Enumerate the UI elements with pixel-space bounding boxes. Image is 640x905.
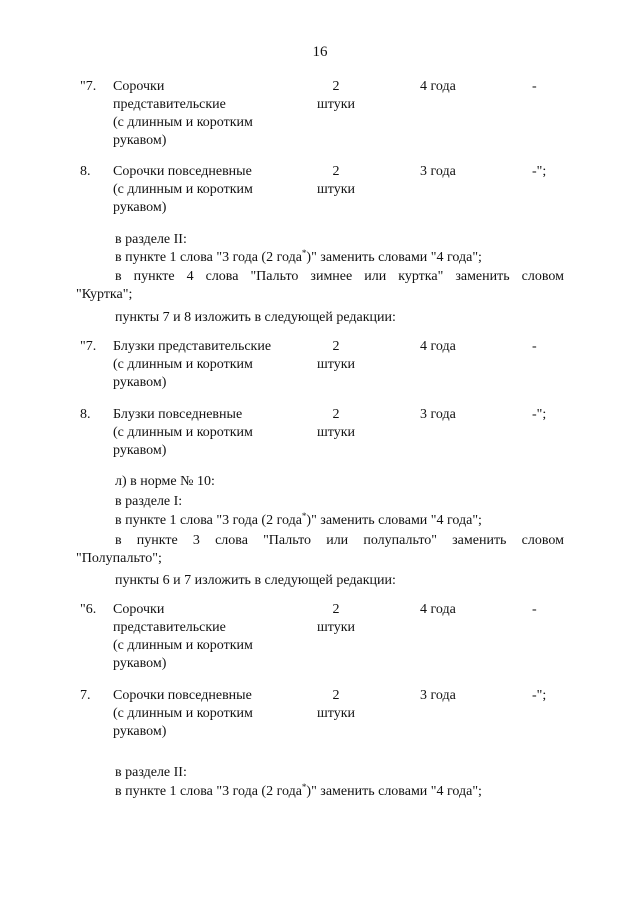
item-quantity-number: 2 bbox=[332, 688, 340, 703]
section-heading: в разделе II: bbox=[115, 232, 187, 247]
item-name-line: (с длинным и коротким bbox=[113, 357, 253, 372]
amendment-paragraph bbox=[76, 268, 564, 304]
item-last-column: - bbox=[532, 602, 537, 617]
item-name-line: Сорочки bbox=[113, 79, 165, 94]
item-name-line: (с длинным и коротким bbox=[113, 638, 253, 653]
item-name-line: Сорочки повседневные bbox=[113, 688, 252, 703]
item-term: 3 года bbox=[420, 688, 456, 703]
item-name-line: (с длинным и коротким bbox=[113, 425, 253, 440]
amendment-text: в пункте 1 слова "3 года (2 года*)" заменить словами "4 года"; bbox=[115, 248, 482, 265]
amendment-text: в пункте 1 слова "3 года (2 года*)" заменить словами "4 года"; bbox=[115, 511, 482, 528]
item-number: 8. bbox=[80, 164, 91, 179]
justified-line: в пункте 3 слова "Пальто или полупальто" заменить словом bbox=[115, 533, 564, 548]
item-quantity-number: 2 bbox=[332, 79, 340, 94]
item-quantity-number: 2 bbox=[332, 339, 340, 354]
item-name-line: Сорочки повседневные bbox=[113, 164, 252, 179]
justified-line: в пункте 4 слова "Пальто зимнее или куртка" заменить словом bbox=[115, 269, 564, 284]
item-name-line: рукавом) bbox=[113, 443, 167, 458]
item-quantity bbox=[314, 687, 358, 723]
item-quantity-number: 2 bbox=[332, 164, 340, 179]
item-quantity bbox=[314, 163, 358, 199]
item-quantity bbox=[314, 338, 358, 374]
item-name bbox=[113, 163, 253, 217]
item-last-column: -"; bbox=[532, 407, 547, 422]
item-quantity-unit: штуки bbox=[316, 706, 355, 721]
item-name-line: рукавом) bbox=[113, 133, 167, 148]
item-last-column: -"; bbox=[532, 164, 547, 179]
item-name-line: Блузки повседневные bbox=[113, 407, 243, 422]
item-last-column: -"; bbox=[532, 688, 547, 703]
amendment-paragraph bbox=[76, 532, 564, 568]
item-quantity bbox=[314, 78, 358, 114]
item-term: 3 года bbox=[420, 407, 456, 422]
item-number: 7. bbox=[80, 688, 91, 703]
paragraph-continuation: "Куртка"; bbox=[76, 287, 133, 302]
item-term: 4 года bbox=[420, 602, 456, 617]
item-term: 4 года bbox=[420, 339, 456, 354]
item-quantity-unit: штуки bbox=[316, 97, 355, 112]
item-name-line: рукавом) bbox=[113, 375, 167, 390]
amendment-text: в пункте 1 слова "3 года (2 года*)" заменить словами "4 года"; bbox=[115, 782, 482, 799]
item-quantity-number: 2 bbox=[332, 407, 340, 422]
item-last-column: - bbox=[532, 79, 537, 94]
item-term: 3 года bbox=[420, 164, 456, 179]
instruction-text: пункты 7 и 8 изложить в следующей редакции: bbox=[115, 310, 396, 325]
section-heading: в разделе II: bbox=[115, 765, 187, 780]
item-name bbox=[113, 687, 253, 741]
page-number: 16 bbox=[312, 44, 328, 60]
item-name bbox=[113, 338, 271, 392]
item-quantity bbox=[314, 601, 358, 637]
item-name-line: рукавом) bbox=[113, 656, 167, 671]
item-name-line: представительские bbox=[113, 620, 226, 635]
item-name-line: Сорочки bbox=[113, 602, 165, 617]
item-name bbox=[113, 406, 253, 460]
paragraph-continuation: "Полупальто"; bbox=[76, 551, 162, 566]
item-number: "7. bbox=[80, 339, 97, 354]
item-name bbox=[113, 78, 253, 150]
item-name-line: Блузки представительские bbox=[113, 339, 272, 354]
item-name-line: (с длинным и коротким bbox=[113, 182, 253, 197]
instruction-text: пункты 6 и 7 изложить в следующей редакции: bbox=[115, 573, 396, 588]
item-name-line: (с длинным и коротким bbox=[113, 706, 253, 721]
item-number: "7. bbox=[80, 79, 97, 94]
item-name-line: рукавом) bbox=[113, 724, 167, 739]
item-quantity-unit: штуки bbox=[316, 620, 355, 635]
item-quantity-number: 2 bbox=[332, 602, 340, 617]
item-quantity-unit: штуки bbox=[316, 425, 355, 440]
item-quantity-unit: штуки bbox=[316, 357, 355, 372]
item-quantity bbox=[314, 406, 358, 442]
item-number: "6. bbox=[80, 602, 97, 617]
item-term: 4 года bbox=[420, 79, 456, 94]
section-heading: в разделе I: bbox=[115, 494, 183, 509]
item-name bbox=[113, 601, 253, 673]
item-number: 8. bbox=[80, 407, 91, 422]
item-name-line: (с длинным и коротким bbox=[113, 115, 253, 130]
norm-heading: л) в норме № 10: bbox=[115, 474, 215, 489]
item-quantity-unit: штуки bbox=[316, 182, 355, 197]
item-last-column: - bbox=[532, 339, 537, 354]
item-name-line: рукавом) bbox=[113, 200, 167, 215]
item-name-line: представительские bbox=[113, 97, 226, 112]
